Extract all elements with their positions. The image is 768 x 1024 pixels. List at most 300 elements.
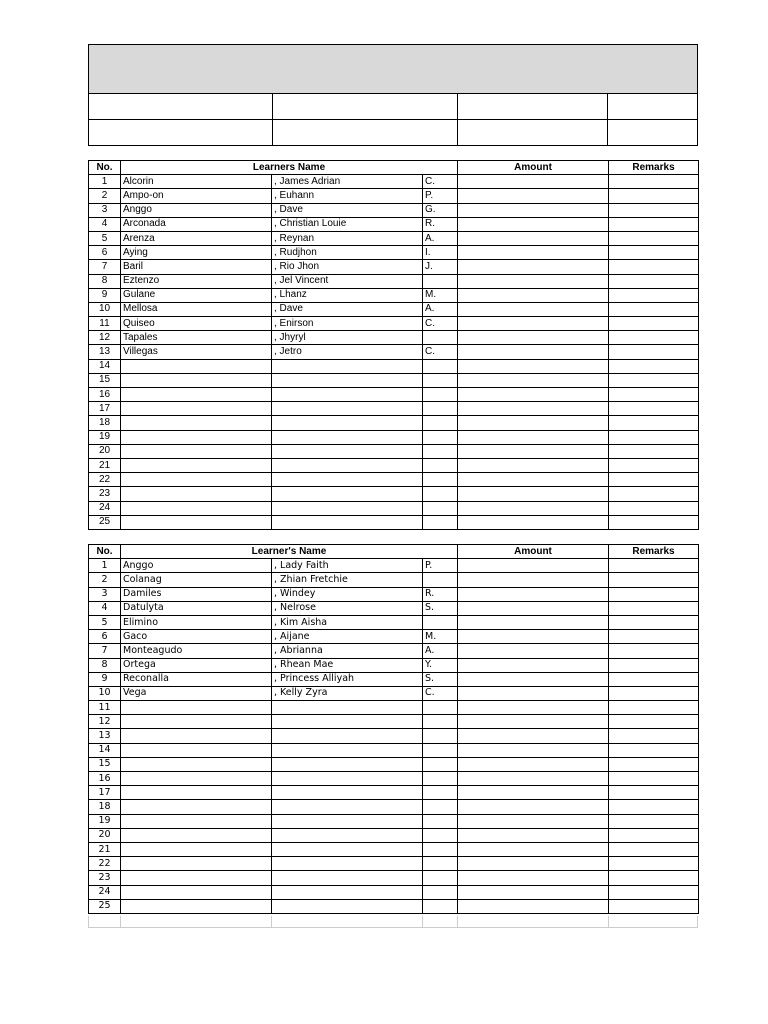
- given-name-cell: [272, 715, 423, 729]
- amount-cell[interactable]: [458, 828, 609, 842]
- surname-cell: Colanag: [121, 573, 272, 587]
- given-name-cell: , Zhian Fretchie: [272, 573, 423, 587]
- remarks-cell[interactable]: [609, 899, 699, 913]
- given-name-cell: [272, 487, 423, 501]
- remarks-cell[interactable]: [609, 729, 699, 743]
- table-row: [89, 274, 699, 288]
- amount-cell[interactable]: [458, 814, 609, 828]
- row-number: 24: [89, 501, 121, 515]
- amount-cell[interactable]: [458, 359, 609, 373]
- surname-cell: [121, 786, 272, 800]
- given-name-cell: [272, 743, 423, 757]
- table-row: [89, 729, 699, 743]
- row-number: 16: [89, 388, 121, 402]
- given-name-cell: [272, 402, 423, 416]
- remarks-cell[interactable]: [609, 715, 699, 729]
- surname-cell: Gulane: [121, 288, 272, 302]
- amount-cell[interactable]: [458, 630, 609, 644]
- given-name-cell: , Princess Alliyah: [272, 672, 423, 686]
- table-row: [89, 587, 699, 601]
- row-number: 11: [89, 317, 121, 331]
- table-row: [89, 373, 699, 387]
- amount-cell[interactable]: [458, 288, 609, 302]
- given-name-cell: [272, 416, 423, 430]
- amount-cell[interactable]: [458, 373, 609, 387]
- table-header-row: [89, 161, 699, 175]
- surname-cell: Monteagudo: [121, 644, 272, 658]
- remarks-cell[interactable]: [609, 701, 699, 715]
- row-number: 11: [89, 701, 121, 715]
- row-number: 21: [89, 458, 121, 472]
- amount-cell[interactable]: [458, 899, 609, 913]
- surname-cell: Ampo-on: [121, 189, 272, 203]
- row-number: 13: [89, 729, 121, 743]
- table-row: [89, 388, 699, 402]
- no-header: No.: [89, 161, 121, 175]
- given-name-cell: , Windey: [272, 587, 423, 601]
- given-name-cell: [272, 729, 423, 743]
- row-number: 5: [89, 231, 121, 245]
- remarks-cell[interactable]: [609, 857, 699, 871]
- remarks-cell[interactable]: [609, 402, 699, 416]
- given-name-cell: , Christian Louie: [272, 217, 423, 231]
- row-number: 19: [89, 814, 121, 828]
- surname-cell: [121, 388, 272, 402]
- middle-initial-cell: S.: [423, 672, 458, 686]
- given-name-cell: , Lady Faith: [272, 559, 423, 573]
- middle-initial-cell: [423, 430, 458, 444]
- middle-initial-cell: [423, 458, 458, 472]
- amount-cell[interactable]: [458, 559, 609, 573]
- surname-cell: Anggo: [121, 559, 272, 573]
- header-cell[interactable]: [89, 120, 273, 146]
- amount-cell[interactable]: [458, 871, 609, 885]
- given-name-cell: [272, 800, 423, 814]
- amount-cell[interactable]: [458, 444, 609, 458]
- remarks-cell[interactable]: [609, 458, 699, 472]
- header-cell[interactable]: [273, 94, 458, 119]
- header-cell[interactable]: [458, 94, 608, 119]
- amount-cell[interactable]: [458, 857, 609, 871]
- given-name-cell: , Dave: [272, 302, 423, 316]
- table-row: [89, 231, 699, 245]
- header-row-1: [89, 94, 697, 120]
- remarks-cell[interactable]: [609, 559, 699, 573]
- table-row: [89, 317, 699, 331]
- remarks-cell[interactable]: [609, 345, 699, 359]
- remarks-cell[interactable]: [609, 601, 699, 615]
- middle-initial-cell: [423, 772, 458, 786]
- given-name-cell: [272, 814, 423, 828]
- remarks-cell[interactable]: [609, 359, 699, 373]
- middle-initial-cell: [423, 515, 458, 529]
- amount-cell[interactable]: [458, 686, 609, 700]
- given-name-cell: , Kim Aisha: [272, 615, 423, 629]
- faint-grid-row: [88, 916, 698, 928]
- remarks-cell[interactable]: [609, 615, 699, 629]
- surname-cell: [121, 515, 272, 529]
- table-row: [89, 559, 699, 573]
- remarks-cell[interactable]: [609, 260, 699, 274]
- row-number: 12: [89, 331, 121, 345]
- given-name-cell: , Dave: [272, 203, 423, 217]
- middle-initial-cell: [423, 786, 458, 800]
- amount-cell[interactable]: [458, 842, 609, 856]
- middle-initial-cell: [423, 899, 458, 913]
- middle-initial-cell: J.: [423, 260, 458, 274]
- row-number: 3: [89, 587, 121, 601]
- remarks-cell[interactable]: [609, 430, 699, 444]
- amount-cell[interactable]: [458, 701, 609, 715]
- amount-cell[interactable]: [458, 274, 609, 288]
- amount-cell[interactable]: [458, 302, 609, 316]
- given-name-cell: [272, 842, 423, 856]
- surname-cell: Tapales: [121, 331, 272, 345]
- row-number: 10: [89, 686, 121, 700]
- given-name-cell: [272, 473, 423, 487]
- remarks-cell[interactable]: [609, 388, 699, 402]
- header-cell[interactable]: [89, 94, 273, 119]
- surname-cell: Eztenzo: [121, 274, 272, 288]
- remarks-cell[interactable]: [609, 686, 699, 700]
- header-cell[interactable]: [273, 120, 458, 146]
- amount-cell[interactable]: [458, 487, 609, 501]
- amount-cell[interactable]: [458, 317, 609, 331]
- middle-initial-cell: [423, 501, 458, 515]
- given-name-cell: , Abrianna: [272, 644, 423, 658]
- table-row: [89, 458, 699, 472]
- row-number: 20: [89, 828, 121, 842]
- given-name-cell: [272, 828, 423, 842]
- amount-cell[interactable]: [458, 231, 609, 245]
- row-number: 14: [89, 359, 121, 373]
- middle-initial-cell: [423, 359, 458, 373]
- row-number: 14: [89, 743, 121, 757]
- middle-initial-cell: G.: [423, 203, 458, 217]
- remarks-cell[interactable]: [609, 373, 699, 387]
- given-name-cell: [272, 899, 423, 913]
- middle-initial-cell: P.: [423, 189, 458, 203]
- surname-cell: [121, 416, 272, 430]
- amount-cell[interactable]: [458, 729, 609, 743]
- row-number: 2: [89, 573, 121, 587]
- surname-cell: [121, 743, 272, 757]
- remarks-cell[interactable]: [609, 828, 699, 842]
- surname-cell: [121, 871, 272, 885]
- header-row-2: [89, 120, 697, 146]
- middle-initial-cell: [423, 615, 458, 629]
- row-number: 24: [89, 885, 121, 899]
- amount-cell[interactable]: [458, 601, 609, 615]
- table-row: [89, 715, 699, 729]
- amount-cell[interactable]: [458, 587, 609, 601]
- row-number: 4: [89, 601, 121, 615]
- table-row: [89, 743, 699, 757]
- row-number: 8: [89, 658, 121, 672]
- amount-cell[interactable]: [458, 260, 609, 274]
- amount-cell[interactable]: [458, 515, 609, 529]
- remarks-cell[interactable]: [609, 658, 699, 672]
- given-name-cell: [272, 701, 423, 715]
- surname-cell: [121, 701, 272, 715]
- row-number: 21: [89, 842, 121, 856]
- middle-initial-cell: [423, 871, 458, 885]
- table-row: [89, 359, 699, 373]
- remarks-cell[interactable]: [609, 317, 699, 331]
- middle-initial-cell: [423, 885, 458, 899]
- row-number: 25: [89, 515, 121, 529]
- middle-initial-cell: [423, 729, 458, 743]
- remarks-cell[interactable]: [609, 885, 699, 899]
- learners-name-header: Learners Name: [121, 161, 458, 175]
- amount-cell[interactable]: [458, 203, 609, 217]
- surname-cell: [121, 444, 272, 458]
- row-number: 7: [89, 644, 121, 658]
- amount-cell[interactable]: [458, 189, 609, 203]
- middle-initial-cell: [423, 388, 458, 402]
- surname-cell: Baril: [121, 260, 272, 274]
- row-number: 8: [89, 274, 121, 288]
- surname-cell: Quiseo: [121, 317, 272, 331]
- given-name-cell: [272, 373, 423, 387]
- surname-cell: Anggo: [121, 203, 272, 217]
- table-row: [89, 615, 699, 629]
- surname-cell: [121, 473, 272, 487]
- remarks-cell[interactable]: [609, 587, 699, 601]
- amount-cell[interactable]: [458, 573, 609, 587]
- given-name-cell: [272, 388, 423, 402]
- middle-initial-cell: [423, 800, 458, 814]
- amount-cell[interactable]: [458, 458, 609, 472]
- row-number: 12: [89, 715, 121, 729]
- middle-initial-cell: A.: [423, 231, 458, 245]
- middle-initial-cell: [423, 331, 458, 345]
- given-name-cell: [272, 871, 423, 885]
- table-row: [89, 630, 699, 644]
- remarks-cell[interactable]: [609, 757, 699, 771]
- middle-initial-cell: R.: [423, 587, 458, 601]
- amount-cell[interactable]: [458, 772, 609, 786]
- middle-initial-cell: Y.: [423, 658, 458, 672]
- amount-cell[interactable]: [458, 402, 609, 416]
- given-name-cell: [272, 786, 423, 800]
- remarks-cell[interactable]: [609, 487, 699, 501]
- amount-cell[interactable]: [458, 885, 609, 899]
- amount-cell[interactable]: [458, 175, 609, 189]
- given-name-cell: , Rio Jhon: [272, 260, 423, 274]
- row-number: 10: [89, 302, 121, 316]
- table-row: [89, 487, 699, 501]
- amount-header: Amount: [458, 545, 609, 559]
- table-row: [89, 800, 699, 814]
- row-number: 22: [89, 473, 121, 487]
- remarks-cell[interactable]: [609, 644, 699, 658]
- amount-cell[interactable]: [458, 473, 609, 487]
- remarks-cell[interactable]: [609, 473, 699, 487]
- given-name-cell: [272, 359, 423, 373]
- table-row: [89, 672, 699, 686]
- remarks-cell[interactable]: [609, 743, 699, 757]
- amount-cell[interactable]: [458, 416, 609, 430]
- remarks-cell[interactable]: [609, 231, 699, 245]
- remarks-cell[interactable]: [609, 246, 699, 260]
- surname-cell: [121, 359, 272, 373]
- surname-cell: Damiles: [121, 587, 272, 601]
- surname-cell: [121, 757, 272, 771]
- middle-initial-cell: I.: [423, 246, 458, 260]
- remarks-cell[interactable]: [609, 842, 699, 856]
- middle-initial-cell: C.: [423, 686, 458, 700]
- surname-cell: [121, 857, 272, 871]
- remarks-cell[interactable]: [609, 203, 699, 217]
- middle-initial-cell: [423, 857, 458, 871]
- amount-cell[interactable]: [458, 217, 609, 231]
- row-number: 15: [89, 757, 121, 771]
- remarks-cell[interactable]: [609, 501, 699, 515]
- remarks-cell[interactable]: [609, 302, 699, 316]
- surname-cell: [121, 715, 272, 729]
- header-cell[interactable]: [608, 94, 697, 119]
- remarks-cell[interactable]: [609, 786, 699, 800]
- table-row: [89, 515, 699, 529]
- middle-initial-cell: [423, 274, 458, 288]
- given-name-cell: , Lhanz: [272, 288, 423, 302]
- given-name-cell: , Jel Vincent: [272, 274, 423, 288]
- given-name-cell: [272, 885, 423, 899]
- table-row: [89, 757, 699, 771]
- given-name-cell: [272, 515, 423, 529]
- remarks-cell[interactable]: [609, 217, 699, 231]
- row-number: 1: [89, 175, 121, 189]
- table-row: [89, 828, 699, 842]
- middle-initial-cell: [423, 473, 458, 487]
- amount-cell[interactable]: [458, 246, 609, 260]
- surname-cell: Mellosa: [121, 302, 272, 316]
- row-number: 2: [89, 189, 121, 203]
- middle-initial-cell: C.: [423, 317, 458, 331]
- amount-cell[interactable]: [458, 501, 609, 515]
- given-name-cell: [272, 444, 423, 458]
- remarks-cell[interactable]: [609, 444, 699, 458]
- middle-initial-cell: P.: [423, 559, 458, 573]
- surname-cell: [121, 402, 272, 416]
- remarks-cell[interactable]: [609, 416, 699, 430]
- remarks-cell[interactable]: [609, 772, 699, 786]
- given-name-cell: , Aijane: [272, 630, 423, 644]
- row-number: 6: [89, 246, 121, 260]
- table-row: [89, 175, 699, 189]
- table-row: [89, 658, 699, 672]
- remarks-cell[interactable]: [609, 274, 699, 288]
- table-row: [89, 302, 699, 316]
- header-cell[interactable]: [458, 120, 608, 146]
- remarks-cell[interactable]: [609, 672, 699, 686]
- amount-cell[interactable]: [458, 331, 609, 345]
- middle-initial-cell: [423, 444, 458, 458]
- middle-initial-cell: [423, 828, 458, 842]
- remarks-cell[interactable]: [609, 288, 699, 302]
- table-row: [89, 288, 699, 302]
- table-row: [89, 601, 699, 615]
- amount-cell[interactable]: [458, 743, 609, 757]
- middle-initial-cell: R.: [423, 217, 458, 231]
- row-number: 23: [89, 871, 121, 885]
- middle-initial-cell: [423, 701, 458, 715]
- middle-initial-cell: S.: [423, 601, 458, 615]
- row-number: 18: [89, 416, 121, 430]
- remarks-cell[interactable]: [609, 331, 699, 345]
- remarks-cell[interactable]: [609, 515, 699, 529]
- surname-cell: Aying: [121, 246, 272, 260]
- amount-cell[interactable]: [458, 644, 609, 658]
- row-number: 9: [89, 288, 121, 302]
- surname-cell: Reconalla: [121, 672, 272, 686]
- amount-cell[interactable]: [458, 672, 609, 686]
- surname-cell: Gaco: [121, 630, 272, 644]
- amount-cell[interactable]: [458, 658, 609, 672]
- amount-cell[interactable]: [458, 757, 609, 771]
- middle-initial-cell: C.: [423, 345, 458, 359]
- row-number: 9: [89, 672, 121, 686]
- row-number: 23: [89, 487, 121, 501]
- row-number: 18: [89, 800, 121, 814]
- table-row: [89, 501, 699, 515]
- middle-initial-cell: [423, 814, 458, 828]
- amount-cell[interactable]: [458, 615, 609, 629]
- header-cell[interactable]: [608, 120, 697, 146]
- remarks-cell[interactable]: [609, 573, 699, 587]
- amount-cell[interactable]: [458, 800, 609, 814]
- girls-learners-table: [88, 544, 699, 914]
- middle-initial-cell: A.: [423, 302, 458, 316]
- header-title-area: [89, 45, 697, 94]
- remarks-cell[interactable]: [609, 175, 699, 189]
- surname-cell: Villegas: [121, 345, 272, 359]
- amount-cell[interactable]: [458, 715, 609, 729]
- remarks-cell[interactable]: [609, 189, 699, 203]
- table-row: [89, 430, 699, 444]
- row-number: 17: [89, 402, 121, 416]
- surname-cell: [121, 885, 272, 899]
- table-row: [89, 814, 699, 828]
- amount-cell[interactable]: [458, 430, 609, 444]
- given-name-cell: , Jetro: [272, 345, 423, 359]
- middle-initial-cell: [423, 743, 458, 757]
- remarks-cell[interactable]: [609, 630, 699, 644]
- surname-cell: Vega: [121, 686, 272, 700]
- surname-cell: Elimino: [121, 615, 272, 629]
- surname-cell: [121, 842, 272, 856]
- remarks-cell[interactable]: [609, 871, 699, 885]
- amount-cell[interactable]: [458, 388, 609, 402]
- given-name-cell: [272, 501, 423, 515]
- middle-initial-cell: M.: [423, 630, 458, 644]
- row-number: 25: [89, 899, 121, 913]
- surname-cell: [121, 814, 272, 828]
- amount-cell[interactable]: [458, 786, 609, 800]
- amount-cell[interactable]: [458, 345, 609, 359]
- surname-cell: Arconada: [121, 217, 272, 231]
- middle-initial-cell: M.: [423, 288, 458, 302]
- remarks-cell[interactable]: [609, 814, 699, 828]
- given-name-cell: [272, 772, 423, 786]
- given-name-cell: , Reynan: [272, 231, 423, 245]
- table-row: [89, 573, 699, 587]
- middle-initial-cell: C.: [423, 175, 458, 189]
- remarks-cell[interactable]: [609, 800, 699, 814]
- row-number: 19: [89, 430, 121, 444]
- row-number: 13: [89, 345, 121, 359]
